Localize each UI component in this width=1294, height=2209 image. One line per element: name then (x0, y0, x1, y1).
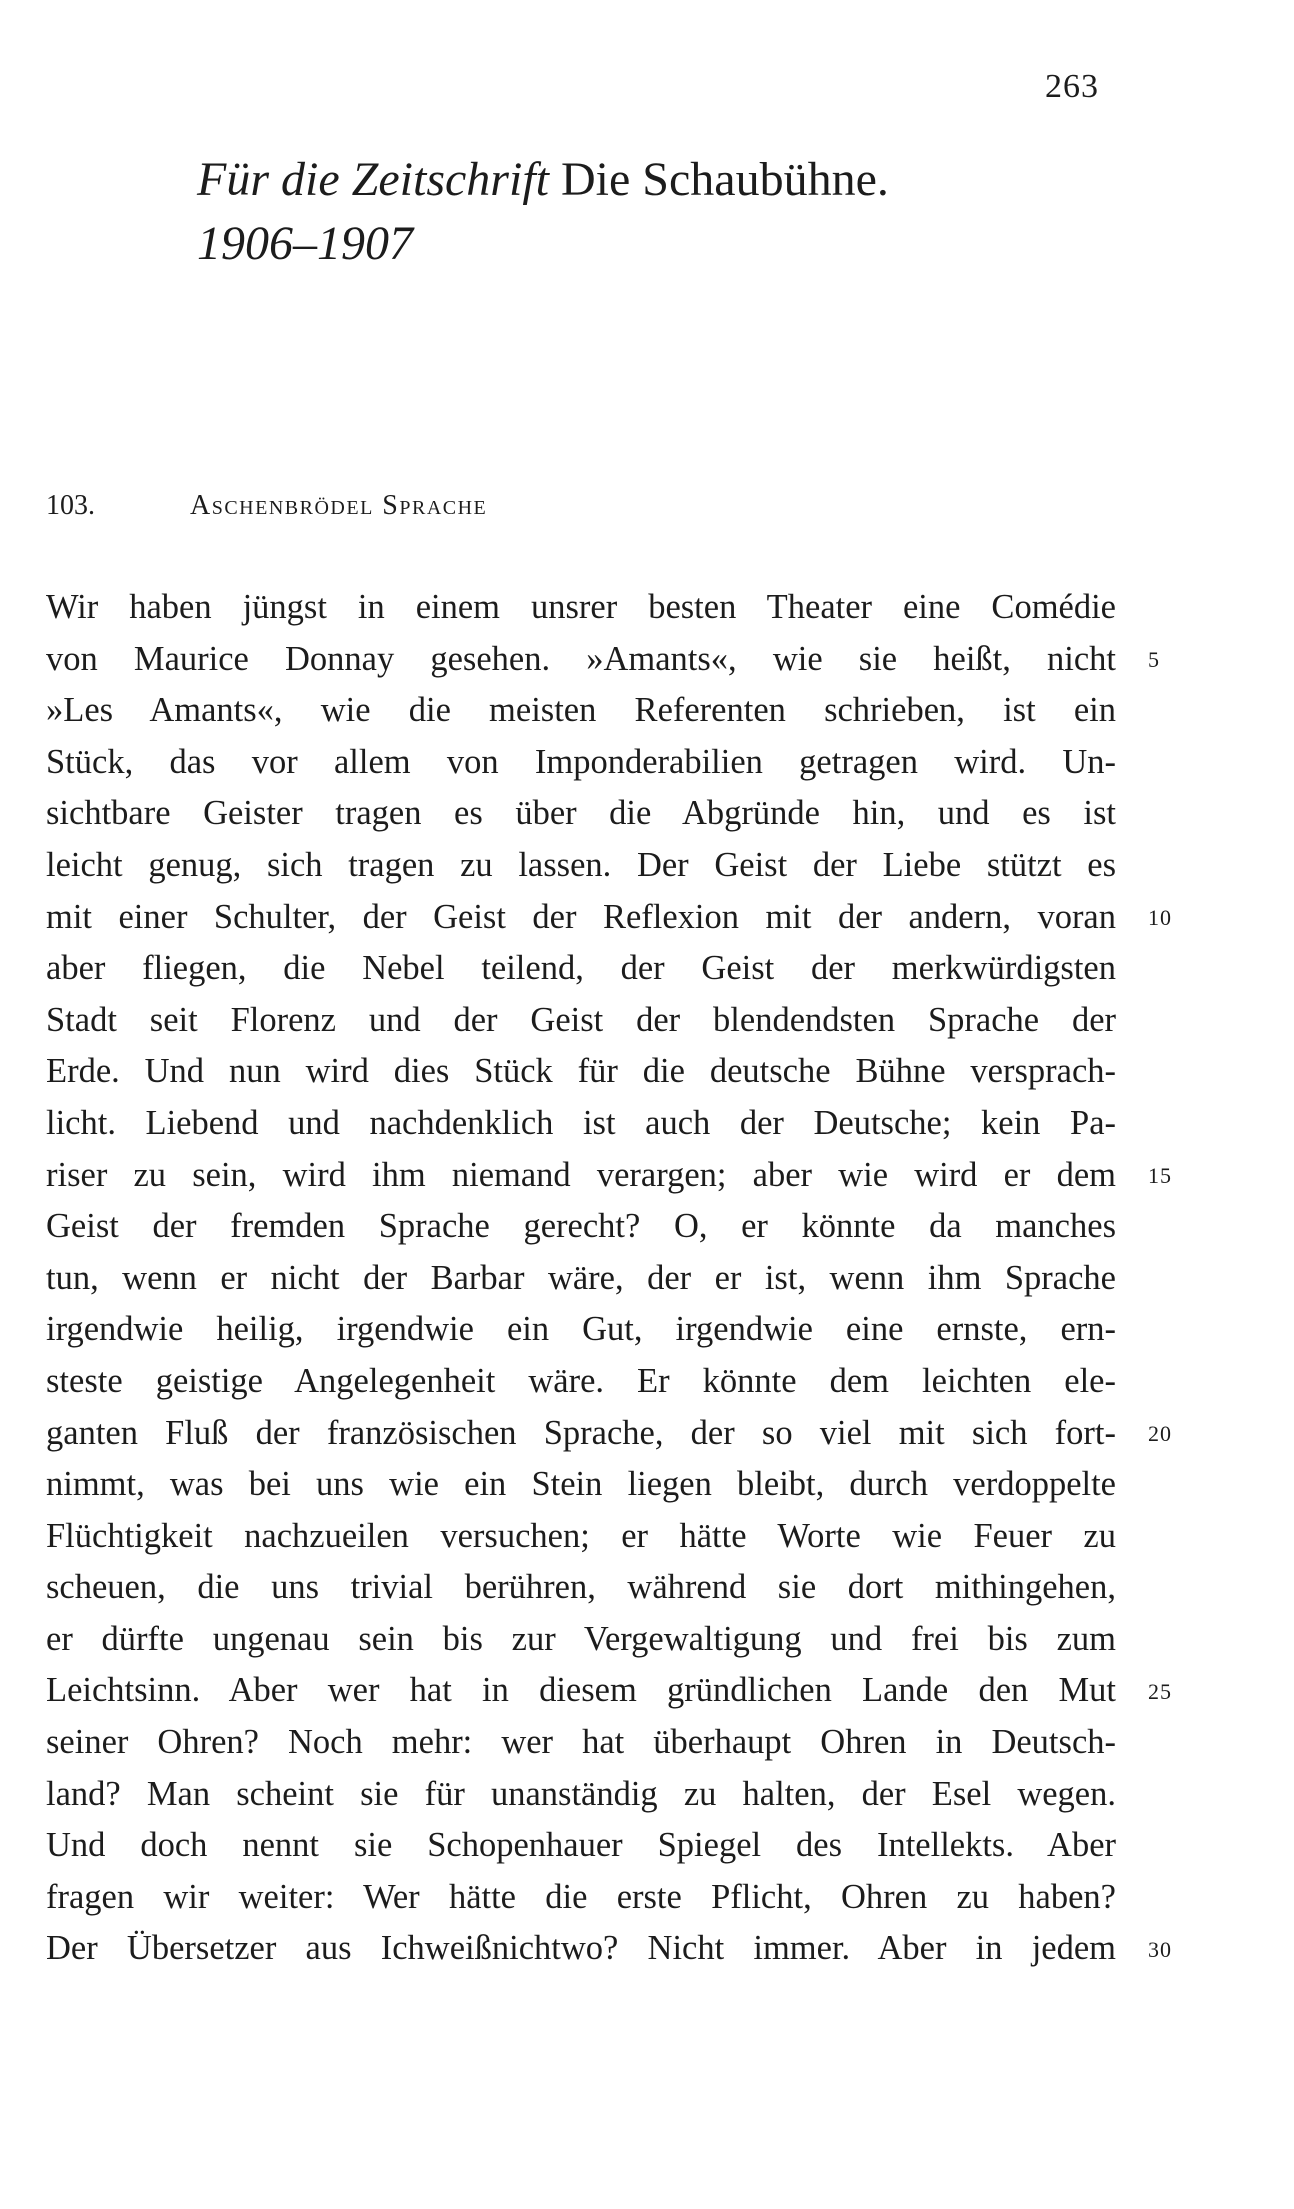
text-line: tun, wenn er nicht der Barbar wäre, der er ist, wenn ihm Sprache (46, 1258, 1116, 1297)
line-number: 20 (1148, 1420, 1172, 1446)
text-line: Wir haben jüngst in einem unsrer besten Theater eine Comédie (46, 588, 1116, 626)
text-line: von Maurice Donnay gesehen. »Amants«, wie sie heißt, nicht (46, 639, 1116, 678)
text-line: aber fliegen, die Nebel teilend, der Geist der merkwürdigsten (46, 949, 1116, 988)
text-line: Erde. Und nun wird dies Stück für die deutsche Bühne versprach- (46, 1052, 1116, 1091)
text-line: land? Man scheint sie für unanständig zu halten, der Esel wegen. (46, 1774, 1116, 1813)
text-line: fragen wir weiter: Wer hätte die erste Pflicht, Ohren zu haben? (46, 1877, 1116, 1916)
section-heading-years: 1906–1907 (197, 217, 413, 270)
body-text (46, 582, 1116, 1975)
text-line: sichtbare Geister tragen es über die Abgründe hin, und es ist (46, 794, 1116, 833)
line-number: 25 (1148, 1678, 1172, 1704)
entry-title: Aschenbrödel Sprache (190, 490, 488, 521)
text-line: nimmt, was bei uns wie ein Stein liegen bleibt, durch verdoppelte (46, 1465, 1116, 1504)
line-number: 10 (1148, 904, 1172, 930)
entry-number: 103. (46, 490, 95, 521)
text-line: er dürfte ungenau sein bis zur Vergewaltigung und frei bis zum (46, 1619, 1116, 1658)
line-number: 15 (1148, 1162, 1172, 1188)
text-line: licht. Liebend und nachdenklich ist auch der Deutsche; kein Pa- (46, 1103, 1116, 1142)
text-line: Und doch nennt sie Schopenhauer Spiegel des Intellekts. Aber (46, 1826, 1116, 1865)
section-heading-title (197, 148, 889, 212)
text-line: riser zu sein, wird ihm niemand verargen; aber wie wird er dem (46, 1155, 1116, 1194)
page-number: 263 (1045, 68, 1099, 105)
text-line: mit einer Schulter, der Geist der Reflexion mit der andern, voran (46, 897, 1116, 936)
text-line: Flüchtigkeit nachzueilen versuchen; er hätte Worte wie Feuer zu (46, 1516, 1116, 1555)
line-number: 30 (1148, 1936, 1172, 1962)
text-line: steste geistige Angelegenheit wäre. Er könnte dem leichten ele- (46, 1361, 1116, 1400)
text-line: »Les Amants«, wie die meisten Referenten schrieben, ist ein (46, 691, 1116, 730)
section-heading-italic: Für die Zeitschrift (197, 153, 549, 206)
text-line: Stadt seit Florenz und der Geist der blendendsten Sprache der (46, 1000, 1116, 1039)
text-line: scheuen, die uns trivial berühren, während sie dort mithingehen, (46, 1568, 1116, 1607)
text-line: irgendwie heilig, irgendwie ein Gut, irgendwie eine ernste, ern- (46, 1310, 1116, 1349)
text-line: seiner Ohren? Noch mehr: wer hat überhaupt Ohren in Deutsch- (46, 1723, 1116, 1762)
text-line: Leichtsinn. Aber wer hat in diesem gründlichen Lande den Mut (46, 1671, 1116, 1710)
text-line: leicht genug, sich tragen zu lassen. Der Geist der Liebe stützt es (46, 845, 1116, 884)
text-line: Geist der fremden Sprache gerecht? O, er könnte da manches (46, 1207, 1116, 1246)
line-number: 5 (1148, 646, 1160, 672)
text-line: Stück, das vor allem von Imponderabilien getragen wird. Un- (46, 742, 1116, 781)
text-line: ganten Fluß der französischen Sprache, der so viel mit sich fort- (46, 1413, 1116, 1452)
text-line: Der Übersetzer aus Ichweißnichtwo? Nicht immer. Aber in jedem (46, 1929, 1116, 1968)
section-heading-roman: Die Schaubühne. (560, 153, 889, 206)
section-heading (197, 148, 889, 276)
